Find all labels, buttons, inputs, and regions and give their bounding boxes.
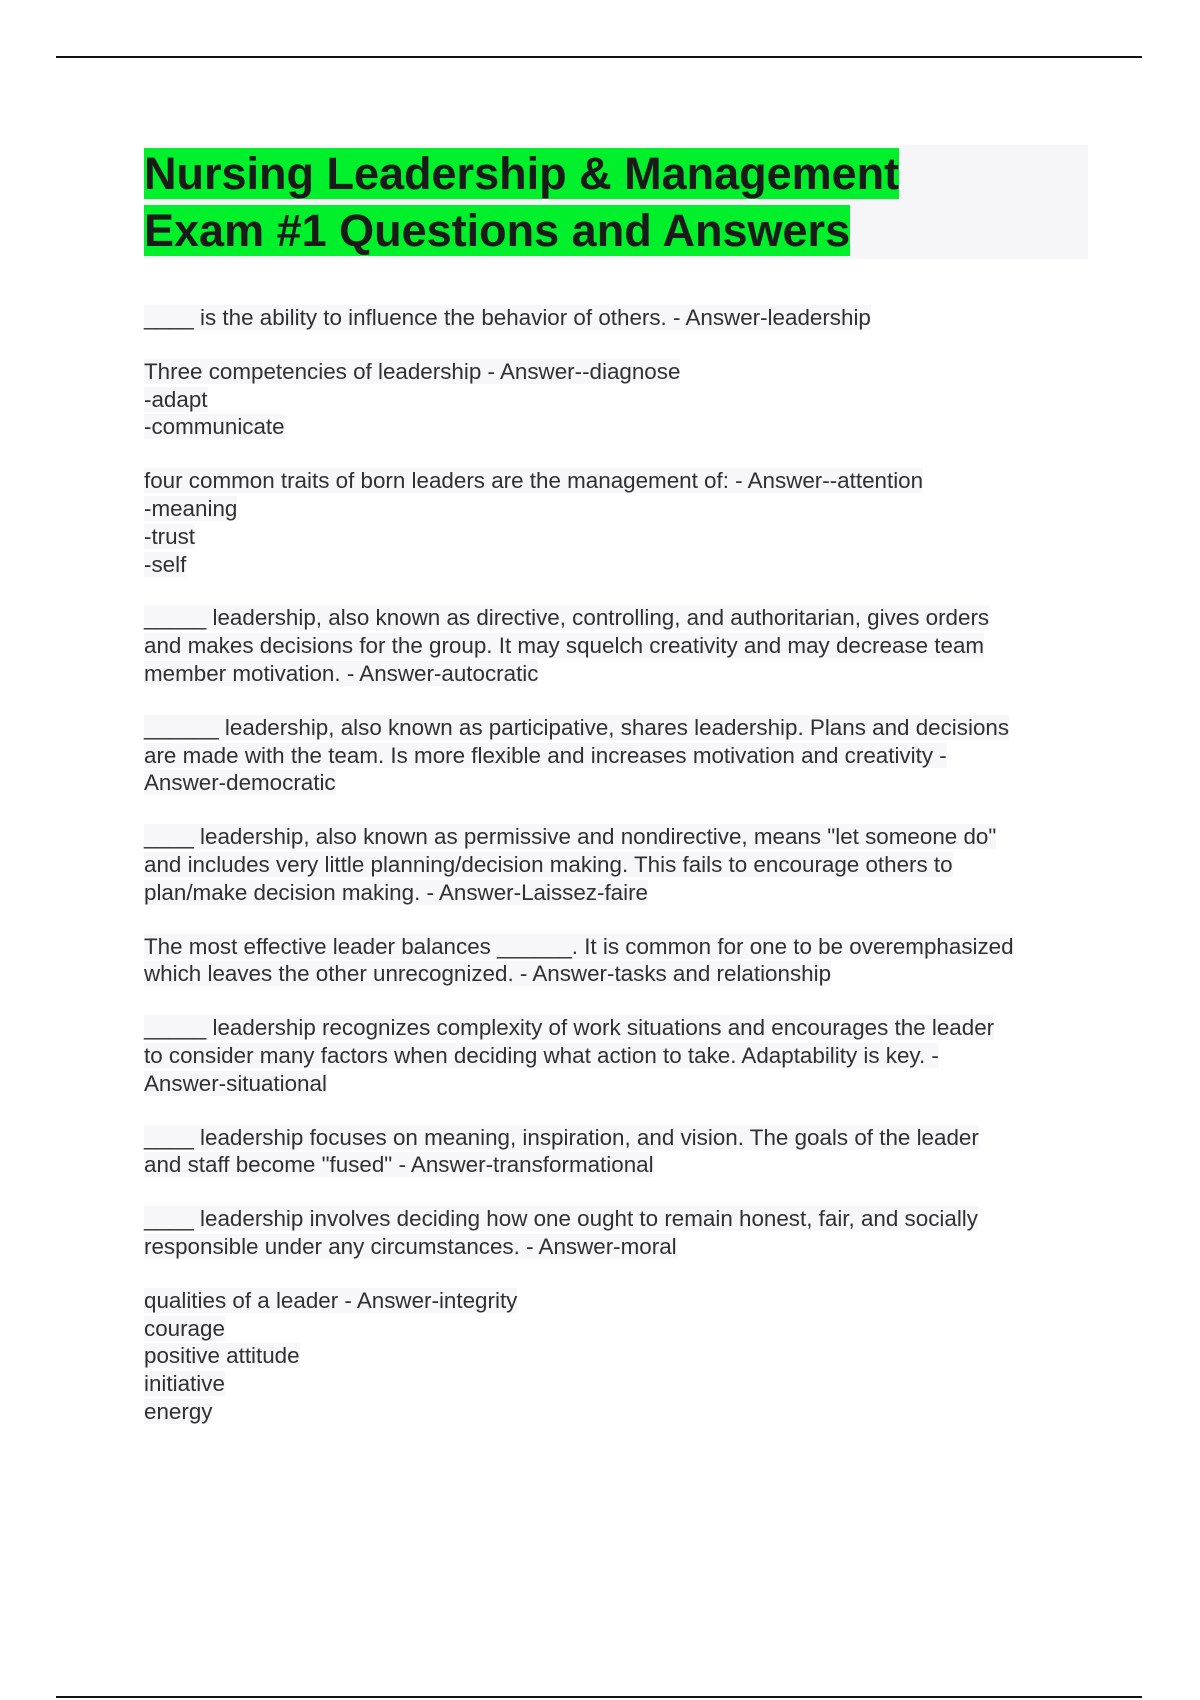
qa-line	[144, 1205, 1088, 1233]
qa-line-text: -meaning	[144, 495, 238, 521]
qa-line	[144, 551, 1088, 579]
qa-line-text: Answer-democratic	[144, 770, 336, 796]
qa-line	[144, 1151, 1088, 1179]
qa-line	[144, 879, 1088, 907]
qa-line	[144, 660, 1088, 688]
qa-line	[144, 742, 1088, 770]
qa-line	[144, 1342, 1088, 1370]
qa-line	[144, 1042, 1088, 1070]
qa-line	[144, 386, 1088, 414]
qa-line-text: ______ leadership, also known as participative, shares leadership. Plans and decisions	[144, 714, 1010, 740]
qa-line	[144, 495, 1088, 523]
qa-line-text: ____ is the ability to influence the behavior of others. - Answer-leadership	[144, 305, 871, 330]
qa-line-text: ____ leadership focuses on meaning, inspiration, and vision. The goals of the leader	[144, 1124, 979, 1150]
qa-line-text: ____ leadership, also known as permissive and nondirective, means "let someone do"	[144, 824, 997, 850]
qa-line-text: qualities of a leader - Answer-integrity	[144, 1287, 518, 1313]
qa-line-text: The most effective leader balances ______. It is common for one to be overemphasized	[144, 933, 1014, 959]
qa-line	[144, 823, 1088, 851]
qa-line-text: _____ leadership, also known as directive, controlling, and authoritarian, gives orders	[144, 605, 990, 631]
qa-line-text: -communicate	[144, 414, 285, 440]
qa-line	[144, 1233, 1088, 1261]
qa-line	[144, 851, 1088, 879]
qa-item	[144, 1205, 1088, 1261]
qa-line-text: which leaves the other unrecognized. - Answer-tasks and relationship	[144, 961, 832, 987]
qa-item	[144, 1287, 1088, 1426]
document-title	[144, 145, 1088, 259]
qa-line-text: initiative	[144, 1371, 225, 1397]
qa-line-text: Three competencies of leadership - Answer--diagnose	[144, 358, 681, 384]
qa-line-text: responsible under any circumstances. - Answer-moral	[144, 1233, 677, 1259]
qa-line	[144, 467, 1088, 495]
qa-line-text: courage	[144, 1315, 225, 1341]
qa-line	[144, 413, 1088, 441]
qa-item	[144, 358, 1088, 441]
qa-line-text: -trust	[144, 523, 196, 549]
header-rule	[56, 56, 1142, 58]
qa-line-text: to consider many factors when deciding what action to take. Adaptability is key. -	[144, 1042, 939, 1068]
qa-line	[144, 1398, 1088, 1426]
qa-line-text: and makes decisions for the group. It may squelch creativity and may decrease team	[144, 633, 985, 659]
qa-line-text: -adapt	[144, 386, 208, 412]
qa-line	[144, 933, 1088, 961]
qa-line-text: and staff become "fused" - Answer-transformational	[144, 1152, 654, 1178]
qa-line-text: four common traits of born leaders are the management of: - Answer--attention	[144, 468, 924, 494]
document-body	[144, 145, 1088, 1452]
qa-line-text: ____ leadership involves deciding how one ought to remain honest, fair, and socially	[144, 1206, 978, 1232]
qa-line-text: -self	[144, 551, 187, 577]
qa-line	[144, 523, 1088, 551]
qa-line	[144, 1287, 1088, 1315]
qa-item	[144, 714, 1088, 797]
qa-line	[144, 1315, 1088, 1343]
qa-item	[144, 933, 1088, 989]
qa-line	[144, 1370, 1088, 1398]
footer-rule	[56, 1696, 1142, 1698]
title-line-2: Exam #1 Questions and Answers	[144, 205, 851, 256]
qa-line	[144, 604, 1088, 632]
title-line-1: Nursing Leadership & Management	[144, 148, 900, 199]
qa-line-text: energy	[144, 1398, 213, 1424]
qa-line	[144, 714, 1088, 742]
qa-line	[144, 1124, 1088, 1152]
qa-item	[144, 1124, 1088, 1180]
qa-line-text: and includes very little planning/decision making. This fails to encourage others to	[144, 851, 953, 877]
qa-line	[144, 769, 1088, 797]
qa-line	[144, 1070, 1088, 1098]
qa-line-text: member motivation. - Answer-autocratic	[144, 660, 539, 686]
qa-line	[144, 632, 1088, 660]
qa-line-text: Answer-situational	[144, 1070, 327, 1096]
title-block	[144, 145, 1088, 259]
qa-item	[144, 604, 1088, 687]
qa-line-text: plan/make decision making. - Answer-Laissez-faire	[144, 879, 649, 905]
qa-line-text: positive attitude	[144, 1343, 300, 1369]
qa-line	[144, 1014, 1088, 1042]
qa-line	[144, 304, 1088, 332]
qa-line-text: _____ leadership recognizes complexity of work situations and encourages the leader	[144, 1015, 995, 1041]
qa-line	[144, 358, 1088, 386]
qa-item	[144, 1014, 1088, 1097]
qa-item	[144, 823, 1088, 906]
qa-line-text: are made with the team. Is more flexible and increases motivation and creativity -	[144, 742, 947, 768]
qa-list	[144, 304, 1088, 1426]
qa-item	[144, 304, 1088, 332]
qa-line	[144, 960, 1088, 988]
qa-item	[144, 467, 1088, 578]
